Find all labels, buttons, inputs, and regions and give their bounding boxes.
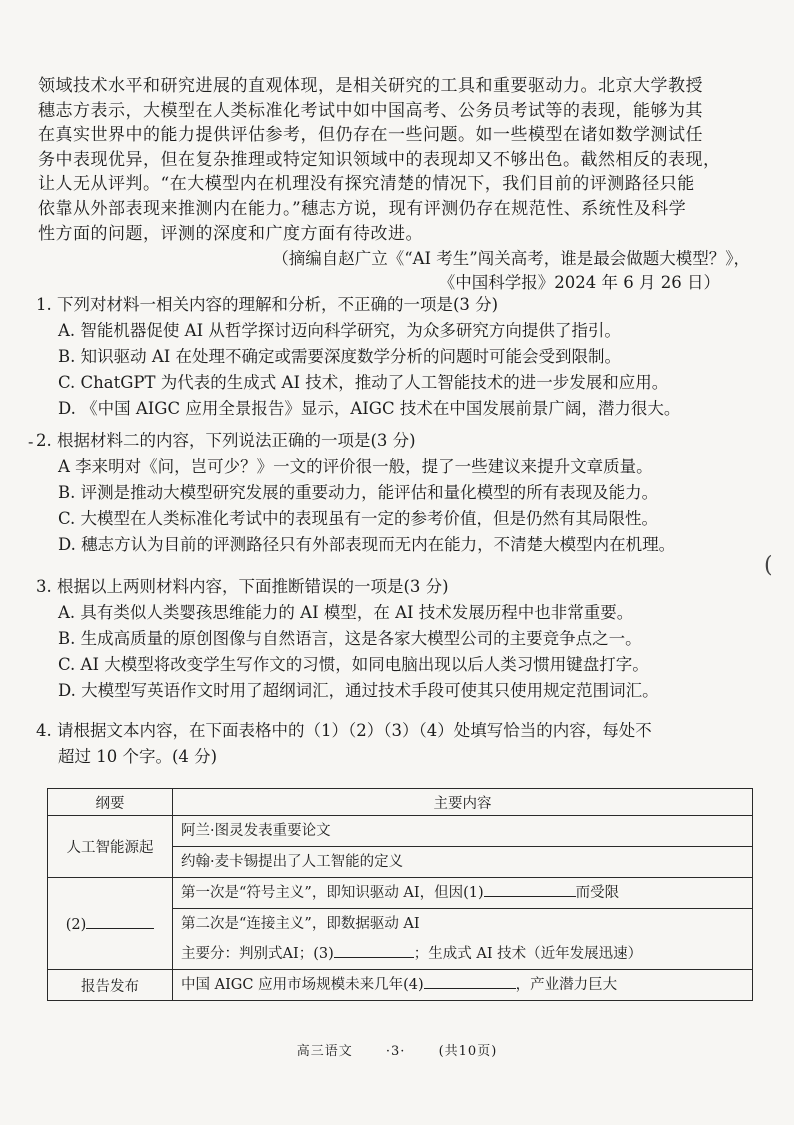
table-header-outline: 纲要 [48, 789, 173, 816]
blank-3-line[interactable] [334, 943, 414, 958]
question-2-stem: 2. 根据材料二的内容，下列说法正确的一项是(3 分) [36, 431, 416, 450]
development-line-2: 第二次是“连接主义”，即数据驱动 AI [181, 916, 420, 932]
row-content-report [173, 970, 753, 1001]
table-header-row [48, 789, 753, 816]
footer-total-pages: (共10页) [438, 1044, 498, 1059]
material-line: 穗志方表示，大模型在人类标准化考试中如中国高考、公务员考试等的表现，能够为其 [38, 100, 703, 121]
question-2-option-d: D. 穗志方认为目前的评测路径只有外部表现而无内在能力，不清楚大模型内在机理。 [58, 535, 676, 554]
page-footer [0, 1040, 794, 1059]
source-citation-2: 《中国科学报》2024 年 6 月 26 日） [438, 273, 720, 292]
table-row [48, 878, 753, 970]
question-3-option-b: B. 生成高质量的原创图像与自然语言，这是各家大模型公司的主要竞争点之一。 [58, 629, 642, 648]
material-line: 在真实世界中的能力提供评估参考，但仍存在一些问题。如一些模型在诸如数学测试任 [38, 125, 703, 146]
material-line: 性方面的问题，评测的深度和广度方面有待改进。 [38, 223, 423, 244]
material-line: 务中表现优异，但在复杂推理或特定知识领域中的表现却又不够出色。截然相反的表现， [38, 149, 721, 170]
question-1 [36, 292, 760, 422]
development-line-3-suffix: ；生成式 AI 技术（近年发展迅速） [413, 946, 643, 962]
material-line: 让人无从评判。“在大模型内在机理没有探究清楚的情况下，我们目前的评测路径只能 [38, 174, 695, 195]
source-citation-1: （摘编自赵广立《“AI 考生”闯关高考，谁是最会做题大模型？》， [272, 249, 750, 268]
development-line-3-text: 主要分：判别式AI；(3) [181, 946, 334, 962]
development-line-3 [173, 939, 752, 969]
margin-dash-mark: - [28, 432, 34, 451]
development-line-1 [173, 878, 752, 909]
question-3-option-a: A. 具有类似人类婴孩思维能力的 AI 模型，在 AI 技术发展历程中也非常重要。 [58, 603, 634, 622]
question-4-stem: 4. 请根据文本内容，在下面表格中的（1）（2）（3）（4）处填写恰当的内容，每处不 [36, 721, 652, 740]
question-1-option-d: D. 《中国 AIGC 应用全景报告》显示，AIGC 技术在中国发展前景广阔，潜力很大。 [58, 399, 681, 418]
development-line-1-text: 第一次是“符号主义”，即知识驱动 AI，但因(1) [181, 885, 484, 901]
question-1-option-a: A. 智能机器促使 AI 从哲学探讨迈向科学研究，为众多研究方向提供了指引。 [58, 321, 621, 340]
table-row [48, 970, 753, 1001]
row-label-blank-2[interactable] [48, 878, 173, 970]
report-line-1-suffix: ，产业潜力巨大 [515, 977, 618, 993]
question-4-stem-continued: 超过 10 个字。(4 分) [58, 747, 218, 766]
row-content-origin [173, 816, 753, 878]
binding-edge-mark: ( [764, 553, 773, 578]
question-3-option-c: C. AI 大模型将改变学生写作文的习惯，如同电脑出现以后人类习惯用键盘打字。 [58, 655, 649, 674]
origin-line-2: 约翰·麦卡锡提出了人工智能的定义 [181, 854, 404, 870]
question-2-option-c: C. 大模型在人类标准化考试中的表现虽有一定的参考价值，但是仍然有其局限性。 [58, 509, 659, 528]
blank-2-number: (2) [65, 917, 87, 933]
table-header-content: 主要内容 [173, 789, 753, 816]
question-3-stem: 3. 根据以上两则材料内容，下面推断错误的一项是(3 分) [36, 577, 449, 596]
blank-2-line[interactable] [86, 914, 154, 929]
question-2-option-a: A 李来明对《问，岂可少？》一文的评价很一般，提了一些建议来提升文章质量。 [58, 457, 653, 476]
question-2-option-b: B. 评测是推动大模型研究发展的重要动力，能评估和量化模型的所有表现及能力。 [58, 483, 659, 502]
question-1-option-b: B. 知识驱动 AI 在处理不确定或需要深度数学分析的问题时可能会受到限制。 [58, 347, 622, 366]
material-line: 依靠从外部表现来推测内在能力。”穗志方说，现有评测仍存在规范性、系统性及科学 [38, 198, 687, 219]
table-row [48, 816, 753, 878]
report-line-1 [173, 970, 752, 1000]
report-line-1-text: 中国 AIGC 应用市场规模未来几年(4) [181, 977, 424, 993]
blank-1-line[interactable] [484, 882, 576, 897]
footer-subject: 高三语文 [296, 1044, 353, 1059]
question-3-option-d: D. 大模型写英语作文时用了超纲词汇，通过技术手段可使其只使用规定范围词汇。 [58, 681, 659, 700]
answer-table [47, 788, 753, 1001]
origin-line-1: 阿兰·图灵发表重要论文 [173, 816, 752, 847]
question-2 [36, 428, 760, 558]
row-content-development [173, 878, 753, 970]
row-label-report: 报告发布 [48, 970, 173, 1001]
material-paragraph [38, 74, 754, 246]
question-1-stem: 1. 下列对材料一相关内容的理解和分析，不正确的一项是(3 分) [36, 295, 499, 314]
question-4 [36, 718, 760, 770]
question-1-option-c: C. ChatGPT 为代表的生成式 AI 技术，推动了人工智能技术的进一步发展和应用。 [58, 373, 669, 392]
question-3 [36, 574, 760, 704]
footer-page-number: ·3· [385, 1044, 406, 1059]
blank-4-line[interactable] [424, 974, 516, 989]
development-line-1-suffix: 而受限 [575, 885, 620, 901]
row-label-origin: 人工智能源起 [48, 816, 173, 878]
material-line: 领域技术水平和研究进展的直观体现，是相关研究的工具和重要驱动力。北京大学教授 [38, 76, 703, 96]
